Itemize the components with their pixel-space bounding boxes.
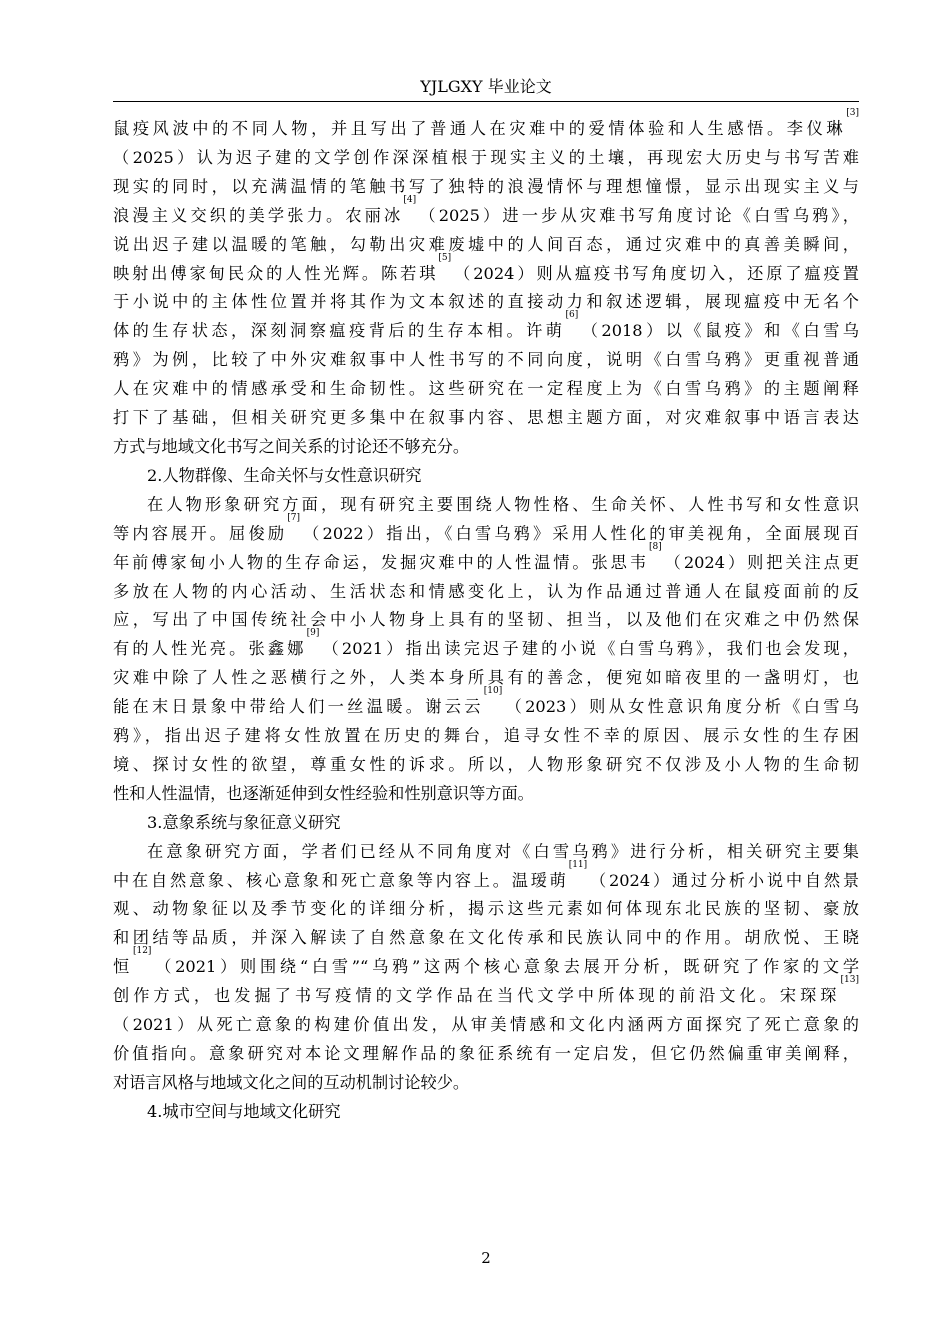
text-line: 在意象研究方面，学者们已经从不同角度对《白雪乌鸦》进行分析，相关研究主要集	[147, 841, 859, 861]
section-heading-2: 2.人物群像、生命关怀与女性意识研究	[147, 465, 422, 485]
text-line: （2025）认为迟子建的文学创作深深植根于现实主义的土壤，再现宏大历史与书写苦难	[113, 147, 859, 167]
text-line: 体的生存状态，深刻洞察瘟疫背后的生存本相。许萌[6]（2018）以《鼠疫》和《白雪乌	[113, 310, 859, 341]
text-line: 等内容展开。屈俊励[7]（2022）指出，《白雪乌鸦》采用人性化的审美视角，全面展现百	[113, 512, 859, 543]
section-heading-3: 3.意象系统与象征意义研究	[147, 812, 341, 832]
text-line: 映射出傅家甸民众的人性光辉。陈若琪[5]（2024）则从瘟疫书写角度切入，还原了瘟疫置	[113, 252, 859, 283]
citation-ref: [6]	[565, 310, 579, 321]
section-heading-4: 4.城市空间与地域文化研究	[147, 1101, 341, 1121]
text-line: 现实的同时，以充满温情的笔触书写了独特的浪漫情怀与理想憧憬，显示出现实主义与	[113, 176, 859, 196]
text-line: 境、探讨女性的欲望，尊重女性的诉求。所以，人物形象研究不仅涉及小人物的生命韧	[113, 754, 859, 774]
citation-ref: [10]	[483, 686, 503, 697]
text-line: 创作方式，也发掘了书写疫情的文学作品在当代文学中所体现的前沿文化。宋琛琛[13]	[113, 975, 859, 1006]
paragraph-1	[113, 108, 859, 462]
paragraph-3	[113, 838, 859, 1098]
text-line: 灾难中除了人性之恶横行之外，人类本身所具有的善念，便宛如暗夜里的一盏明灯，也	[113, 668, 859, 688]
page-header: YJLGXY 毕业论文	[420, 77, 552, 96]
citation-ref: [4]	[403, 194, 417, 205]
header-divider	[113, 101, 859, 102]
paragraph-2	[113, 491, 859, 809]
citation-ref: [13]	[840, 975, 859, 986]
text-line: 有的人性光亮。张鑫娜[9]（2021）指出读完迟子建的小说《白雪乌鸦》，我们也会发现，	[113, 628, 859, 659]
text-line: 恒[12]（2021）则围绕“白雪”“乌鸦”这两个核心意象去展开分析，既研究了作家的文学	[113, 946, 860, 977]
text-line: （2021）从死亡意象的构建价值出发，从审美情感和文化内涵两方面探究了死亡意象的	[113, 1015, 859, 1035]
body-text	[113, 108, 860, 1127]
text-line: 鸦》为例，比较了中外灾难叙事中人性书写的不同向度，说明《白雪乌鸦》更重视普通	[113, 350, 859, 370]
text-line: 能在末日景象中带给人们一丝温暖。谢云云[10]（2023）则从女性意识角度分析《白雪乌	[113, 686, 859, 717]
text-line: 观、动物象征以及季节变化的详细分析，揭示这些元素如何体现东北民族的坚韧、豪放	[113, 899, 859, 919]
text-line: 浪漫主义交织的美学张力。农丽冰[4]（2025）进一步从灾难书写角度讨论《白雪乌鸦》，	[113, 194, 859, 225]
citation-ref: [8]	[648, 541, 662, 552]
text-line: 应，写出了中国传统社会中小人物身上具有的坚韧、担当，以及他们在灾难之中仍然保	[113, 610, 859, 630]
citation-ref: [12]	[132, 946, 152, 957]
citation-ref: [7]	[287, 512, 300, 523]
text-line: 打下了基础，但相关研究更多集中在叙事内容、思想主题方面，对灾难叙事中语言表达	[113, 408, 859, 428]
text-line: 方式与地域文化书写之间关系的讨论还不够充分。	[113, 436, 470, 456]
text-line: 说出迟子建以温暖的笔触，勾勒出灾难废墟中的人间百态，通过灾难中的真善美瞬间，	[113, 234, 859, 254]
text-line: 和团结等品质，并深入解读了自然意象在文化传承和民族认同中的作用。胡欣悦、王晓	[113, 928, 859, 948]
text-line: 对语言风格与地域文化之间的互动机制讨论较少。	[113, 1072, 470, 1092]
text-line: 于小说中的主体性位置并将其作为文本叙述的直接动力和叙述逻辑，展现瘟疫中无名个	[113, 292, 859, 312]
citation-ref: [11]	[568, 859, 588, 870]
citation-ref: [3]	[846, 108, 859, 118]
text-line: 在人物形象研究方面，现有研究主要围绕人物性格、生命关怀、人性书写和女性意识	[147, 494, 859, 514]
page-number: 2	[481, 1249, 491, 1267]
text-line: 鼠疫风波中的不同人物，并且写出了普通人在灾难中的爱情体验和人生感悟。李仪琳[3]	[113, 108, 859, 138]
citation-ref: [5]	[438, 252, 452, 263]
citation-ref: [9]	[306, 628, 320, 639]
text-line: 人在灾难中的情感承受和生命韧性。这些研究在一定程度上为《白雪乌鸦》的主题阐释	[113, 379, 859, 399]
text-line: 多放在人物的内心活动、生活状态和情感变化上，认为作品通过普通人在鼠疫面前的反	[113, 581, 859, 601]
text-line: 鸦》，指出迟子建将女性放置在历史的舞台，追寻女性不幸的原因、展示女性的生存困	[113, 726, 859, 746]
text-line: 价值指向。意象研究对本论文理解作品的象征系统有一定启发，但它仍然偏重审美阐释，	[113, 1044, 859, 1063]
text-line: 年前傅家甸小人物的生存命运，发掘灾难中的人性温情。张思韦[8]（2024）则把关注点更	[113, 541, 859, 572]
text-line: 性和人性温情，也逐渐延伸到女性经验和性别意识等方面。	[113, 783, 534, 803]
text-line: 中在自然意象、核心意象和死亡意象等内容上。温瑷萌[11]（2024）通过分析小说中自然景	[113, 859, 860, 890]
